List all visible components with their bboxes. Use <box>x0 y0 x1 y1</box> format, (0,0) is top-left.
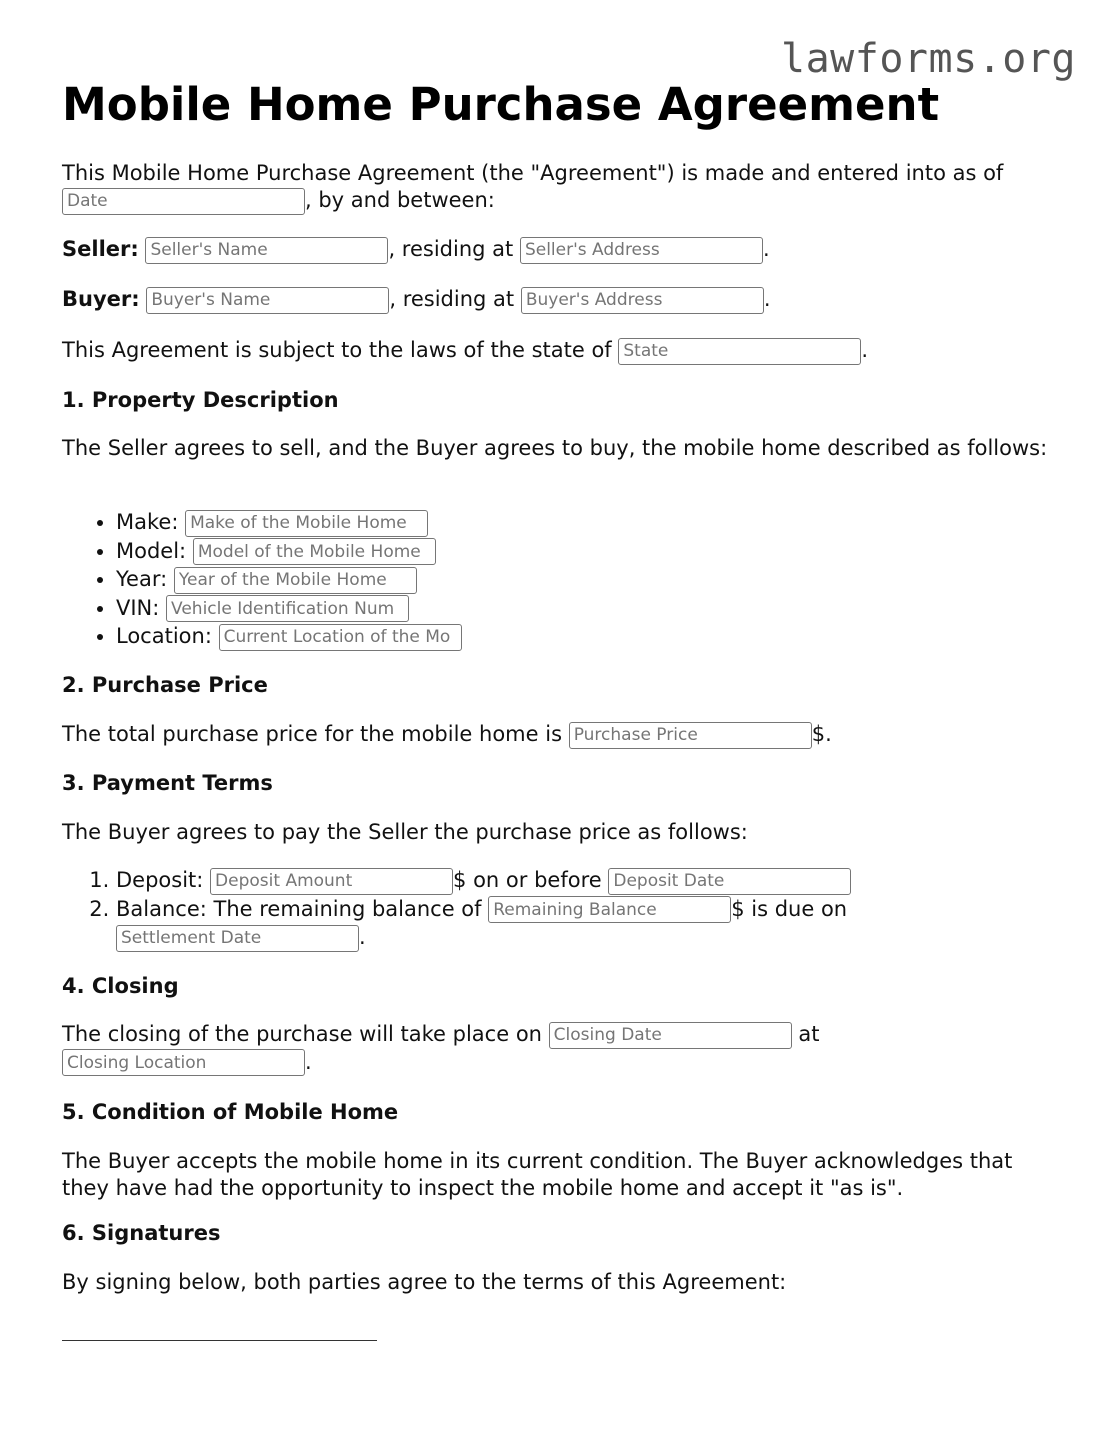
seller-address-input[interactable] <box>520 237 763 264</box>
purchase-price-input[interactable] <box>569 722 812 749</box>
list-item <box>116 866 1052 895</box>
location-label: Location: <box>116 624 212 648</box>
buyer-label: Buyer: <box>62 287 140 311</box>
closing-text: The closing of the purchase will take place on <box>62 1022 542 1046</box>
make-label: Make: <box>116 510 179 534</box>
state-input[interactable] <box>618 338 861 365</box>
remaining-balance-input[interactable] <box>488 896 731 923</box>
section-heading-closing: 4. Closing <box>62 974 179 998</box>
closing-period: . <box>305 1049 312 1074</box>
closing-location-input[interactable] <box>62 1049 305 1076</box>
deposit-label: Deposit: <box>116 868 204 892</box>
governing-law-line <box>62 337 868 365</box>
payment-terms-text: The Buyer agrees to pay the Seller the purchase price as follows: <box>62 820 748 844</box>
balance-text: Balance: The remaining balance of <box>116 896 482 921</box>
vin-input[interactable] <box>166 595 409 622</box>
list-item <box>116 537 462 566</box>
purchase-price-suffix: $. <box>811 722 832 746</box>
seller-residing-text: , residing at <box>388 237 514 261</box>
section-heading-payment-terms: 3. Payment Terms <box>62 771 273 795</box>
section-heading-condition: 5. Condition of Mobile Home <box>62 1100 399 1124</box>
list-item <box>116 594 462 623</box>
list-item <box>116 565 462 594</box>
closing-date-input[interactable] <box>549 1022 792 1049</box>
seller-line <box>62 236 770 264</box>
closing-at-text: at <box>798 1022 820 1046</box>
balance-mid-text: $ is due on <box>731 896 848 921</box>
model-input[interactable] <box>193 538 436 565</box>
settlement-date-input[interactable] <box>116 925 359 952</box>
page-title: Mobile Home Purchase Agreement <box>62 78 940 131</box>
vin-label: VIN: <box>116 595 160 620</box>
purchase-price-text: The total purchase price for the mobile home is <box>62 722 563 746</box>
intro-text: This Mobile Home Purchase Agreement (the "Agreement") is made and entered into as of <box>62 161 1004 185</box>
year-input[interactable] <box>174 567 417 594</box>
location-input[interactable] <box>219 624 462 651</box>
payment-terms-list <box>62 866 1052 952</box>
section-heading-property-description: 1. Property Description <box>62 388 339 412</box>
list-item <box>116 895 1052 952</box>
year-label: Year: <box>116 567 168 591</box>
settlement-period: . <box>359 925 366 949</box>
list-item <box>116 622 462 651</box>
intro-paragraph <box>62 160 1052 215</box>
make-input[interactable] <box>185 510 428 537</box>
governing-law-text: This Agreement is subject to the laws of the state of <box>62 338 612 362</box>
property-description-text: The Seller agrees to sell, and the Buyer agrees to buy, the mobile home described as follows: <box>62 436 1048 460</box>
deposit-date-input[interactable] <box>608 868 851 895</box>
signatures-text: By signing below, both parties agree to the terms of this Agreement: <box>62 1270 787 1294</box>
deposit-amount-input[interactable] <box>210 868 453 895</box>
condition-text: The Buyer accepts the mobile home in its current condition. The Buyer acknowledges that they have had the opportunity to inspect the mobile home and accept it "as is". <box>62 1149 1013 1200</box>
buyer-period: . <box>763 287 771 311</box>
closing-paragraph <box>62 1021 1052 1076</box>
governing-period: . <box>861 338 869 362</box>
intro-text-after: , by and between: <box>305 188 495 212</box>
buyer-address-input[interactable] <box>521 287 764 314</box>
signature-line[interactable] <box>62 1340 377 1341</box>
seller-period: . <box>762 237 770 261</box>
model-label: Model: <box>116 538 187 563</box>
buyer-line <box>62 286 771 314</box>
seller-name-input[interactable] <box>145 237 388 264</box>
deposit-mid-text: $ on or before <box>453 868 602 892</box>
list-item <box>116 508 462 537</box>
section-heading-signatures: 6. Signatures <box>62 1221 221 1245</box>
seller-label: Seller: <box>62 237 139 261</box>
purchase-price-line <box>62 721 832 749</box>
agreement-date-input[interactable] <box>62 188 305 215</box>
buyer-name-input[interactable] <box>146 287 389 314</box>
section-heading-purchase-price: 2. Purchase Price <box>62 673 268 697</box>
brand-logo: lawforms.org <box>781 36 1076 82</box>
buyer-residing-text: , residing at <box>389 287 515 311</box>
property-details-list <box>62 508 462 651</box>
